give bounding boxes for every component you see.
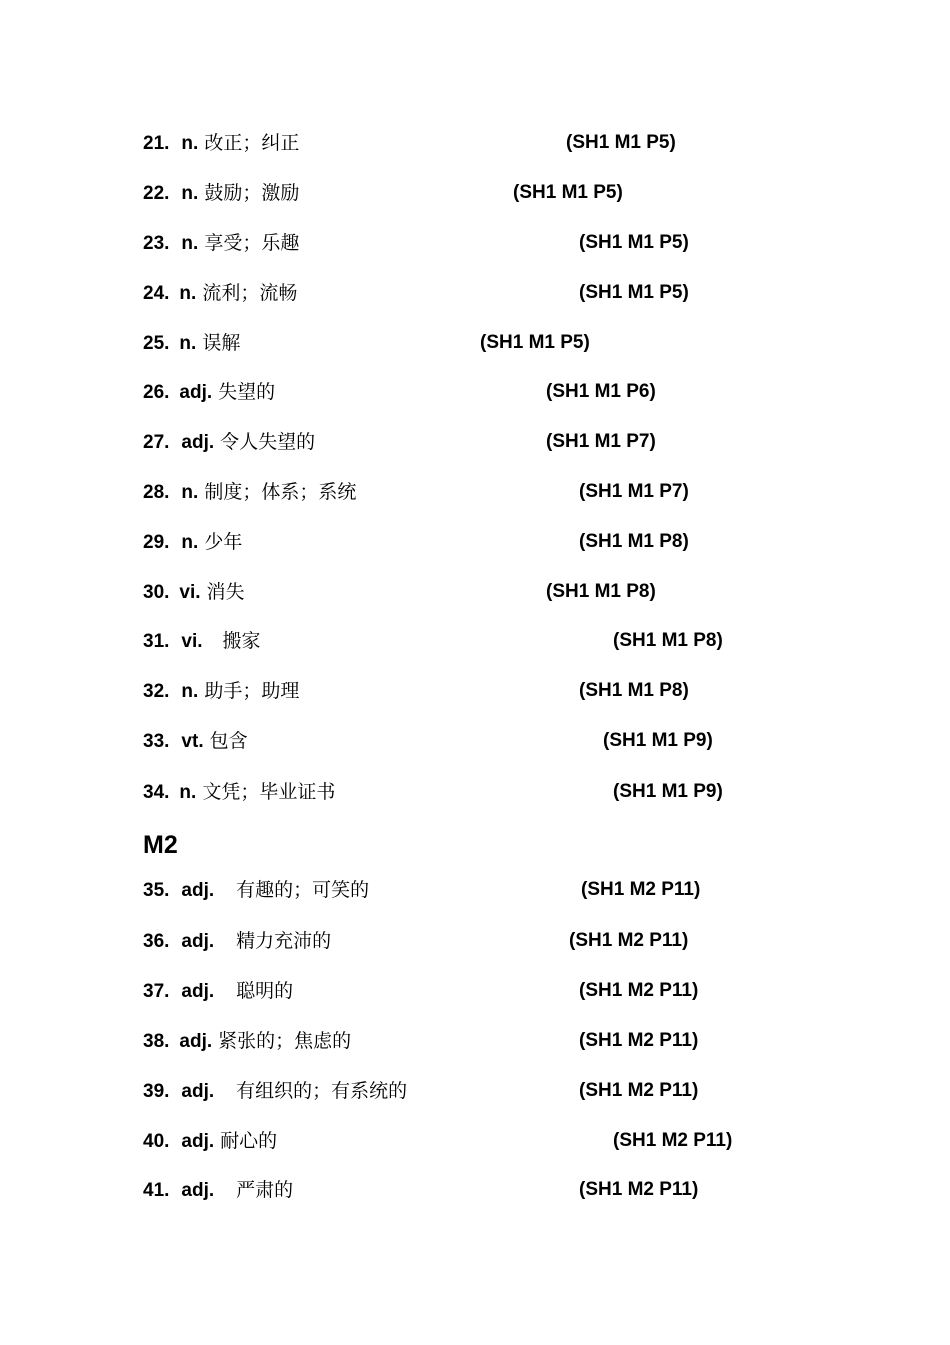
definition: 聪明的 [236, 980, 294, 1002]
definition: 享受；乐趣 [204, 232, 300, 254]
reference: (SH1 M1 P8) [613, 630, 723, 651]
definition: 消失 [206, 581, 245, 603]
reference: (SH1 M2 P11) [579, 1179, 699, 1200]
part-of-speech: adj. [181, 981, 215, 1002]
reference: (SH1 M1 P5) [566, 132, 676, 153]
entry-number: 21. [143, 133, 170, 154]
part-of-speech: adj. [181, 1131, 215, 1152]
definition: 失望的 [218, 381, 276, 403]
reference: (SH1 M1 P5) [579, 282, 689, 303]
reference: (SH1 M1 P8) [579, 680, 689, 701]
reference: (SH1 M2 P11) [579, 1030, 699, 1051]
part-of-speech: vt. [181, 731, 204, 752]
entry-number: 23. [143, 233, 170, 254]
list-item [143, 128, 299, 158]
entry-number: 40. [143, 1131, 170, 1152]
reference: (SH1 M1 P8) [579, 531, 689, 552]
part-of-speech: adj. [181, 1081, 215, 1102]
definition: 耐心的 [220, 1130, 278, 1152]
definition: 包含 [209, 730, 248, 752]
part-of-speech: n. [179, 333, 197, 354]
definition: 少年 [204, 531, 243, 553]
list-item [143, 976, 293, 1006]
list-item [143, 626, 261, 656]
entry-number: 39. [143, 1081, 170, 1102]
reference: (SH1 M2 P11) [579, 980, 699, 1001]
list-item [143, 228, 299, 258]
entry-number: 22. [143, 183, 170, 204]
part-of-speech: n. [179, 283, 197, 304]
entry-number: 36. [143, 931, 170, 952]
part-of-speech: n. [179, 782, 197, 803]
definition: 制度；体系；系统 [204, 481, 357, 503]
list-item [143, 477, 356, 507]
entry-number: 38. [143, 1031, 170, 1052]
part-of-speech: adj. [179, 382, 213, 403]
entry-number: 37. [143, 981, 170, 1002]
reference: (SH1 M1 P9) [603, 730, 713, 751]
reference: (SH1 M2 P11) [579, 1080, 699, 1101]
list-item [143, 178, 299, 208]
entry-number: 28. [143, 482, 170, 503]
part-of-speech: adj. [179, 1031, 213, 1052]
part-of-speech: n. [181, 233, 199, 254]
entry-number: 32. [143, 681, 170, 702]
definition: 搬家 [222, 630, 261, 652]
part-of-speech: adj. [181, 931, 215, 952]
reference: (SH1 M1 P9) [613, 781, 723, 802]
list-item [143, 726, 248, 756]
part-of-speech: n. [181, 681, 199, 702]
entry-number: 26. [143, 382, 170, 403]
definition: 有趣的；可笑的 [236, 879, 370, 901]
definition: 精力充沛的 [236, 930, 332, 952]
list-item [143, 427, 315, 457]
definition: 严肃的 [236, 1179, 294, 1201]
part-of-speech: vi. [181, 631, 203, 652]
entry-number: 34. [143, 782, 170, 803]
list-item [143, 676, 299, 706]
list-item [143, 777, 335, 807]
list-item [143, 926, 331, 956]
reference: (SH1 M1 P6) [546, 381, 656, 402]
part-of-speech: n. [181, 183, 199, 204]
list-item [143, 875, 369, 905]
reference: (SH1 M2 P11) [613, 1130, 733, 1151]
entry-number: 24. [143, 283, 170, 304]
list-item [143, 1026, 351, 1056]
list-item [143, 377, 275, 407]
entry-number: 33. [143, 731, 170, 752]
entry-number: 41. [143, 1180, 170, 1201]
part-of-speech: n. [181, 482, 199, 503]
reference: (SH1 M1 P5) [480, 332, 590, 353]
list-item [143, 1076, 407, 1106]
part-of-speech: n. [181, 532, 199, 553]
definition: 鼓励；激励 [204, 182, 300, 204]
list-item [143, 577, 245, 607]
entry-number: 29. [143, 532, 170, 553]
reference: (SH1 M2 P11) [569, 930, 689, 951]
definition: 文凭；毕业证书 [202, 781, 336, 803]
list-item [143, 1175, 293, 1205]
entry-number: 30. [143, 582, 170, 603]
reference: (SH1 M1 P5) [579, 232, 689, 253]
part-of-speech: adj. [181, 1180, 215, 1201]
list-item [143, 1126, 277, 1156]
list-item [143, 278, 297, 308]
reference: (SH1 M1 P5) [513, 182, 623, 203]
part-of-speech: adj. [181, 880, 215, 901]
list-item [143, 527, 242, 557]
entry-number: 25. [143, 333, 170, 354]
section-heading: M2 [143, 831, 178, 859]
entry-number: 27. [143, 432, 170, 453]
part-of-speech: adj. [181, 432, 215, 453]
reference: (SH1 M1 P7) [546, 431, 656, 452]
reference: (SH1 M2 P11) [581, 879, 701, 900]
entry-number: 31. [143, 631, 170, 652]
reference: (SH1 M1 P8) [546, 581, 656, 602]
definition: 流利；流畅 [202, 282, 298, 304]
list-item [143, 328, 240, 358]
definition: 改正；纠正 [204, 132, 300, 154]
definition: 误解 [202, 332, 241, 354]
definition: 有组织的；有系统的 [236, 1080, 408, 1102]
reference: (SH1 M1 P7) [579, 481, 689, 502]
definition: 令人失望的 [220, 431, 316, 453]
definition: 助手；助理 [204, 680, 300, 702]
part-of-speech: vi. [179, 582, 201, 603]
definition: 紧张的；焦虑的 [218, 1030, 352, 1052]
entry-number: 35. [143, 880, 170, 901]
part-of-speech: n. [181, 133, 199, 154]
